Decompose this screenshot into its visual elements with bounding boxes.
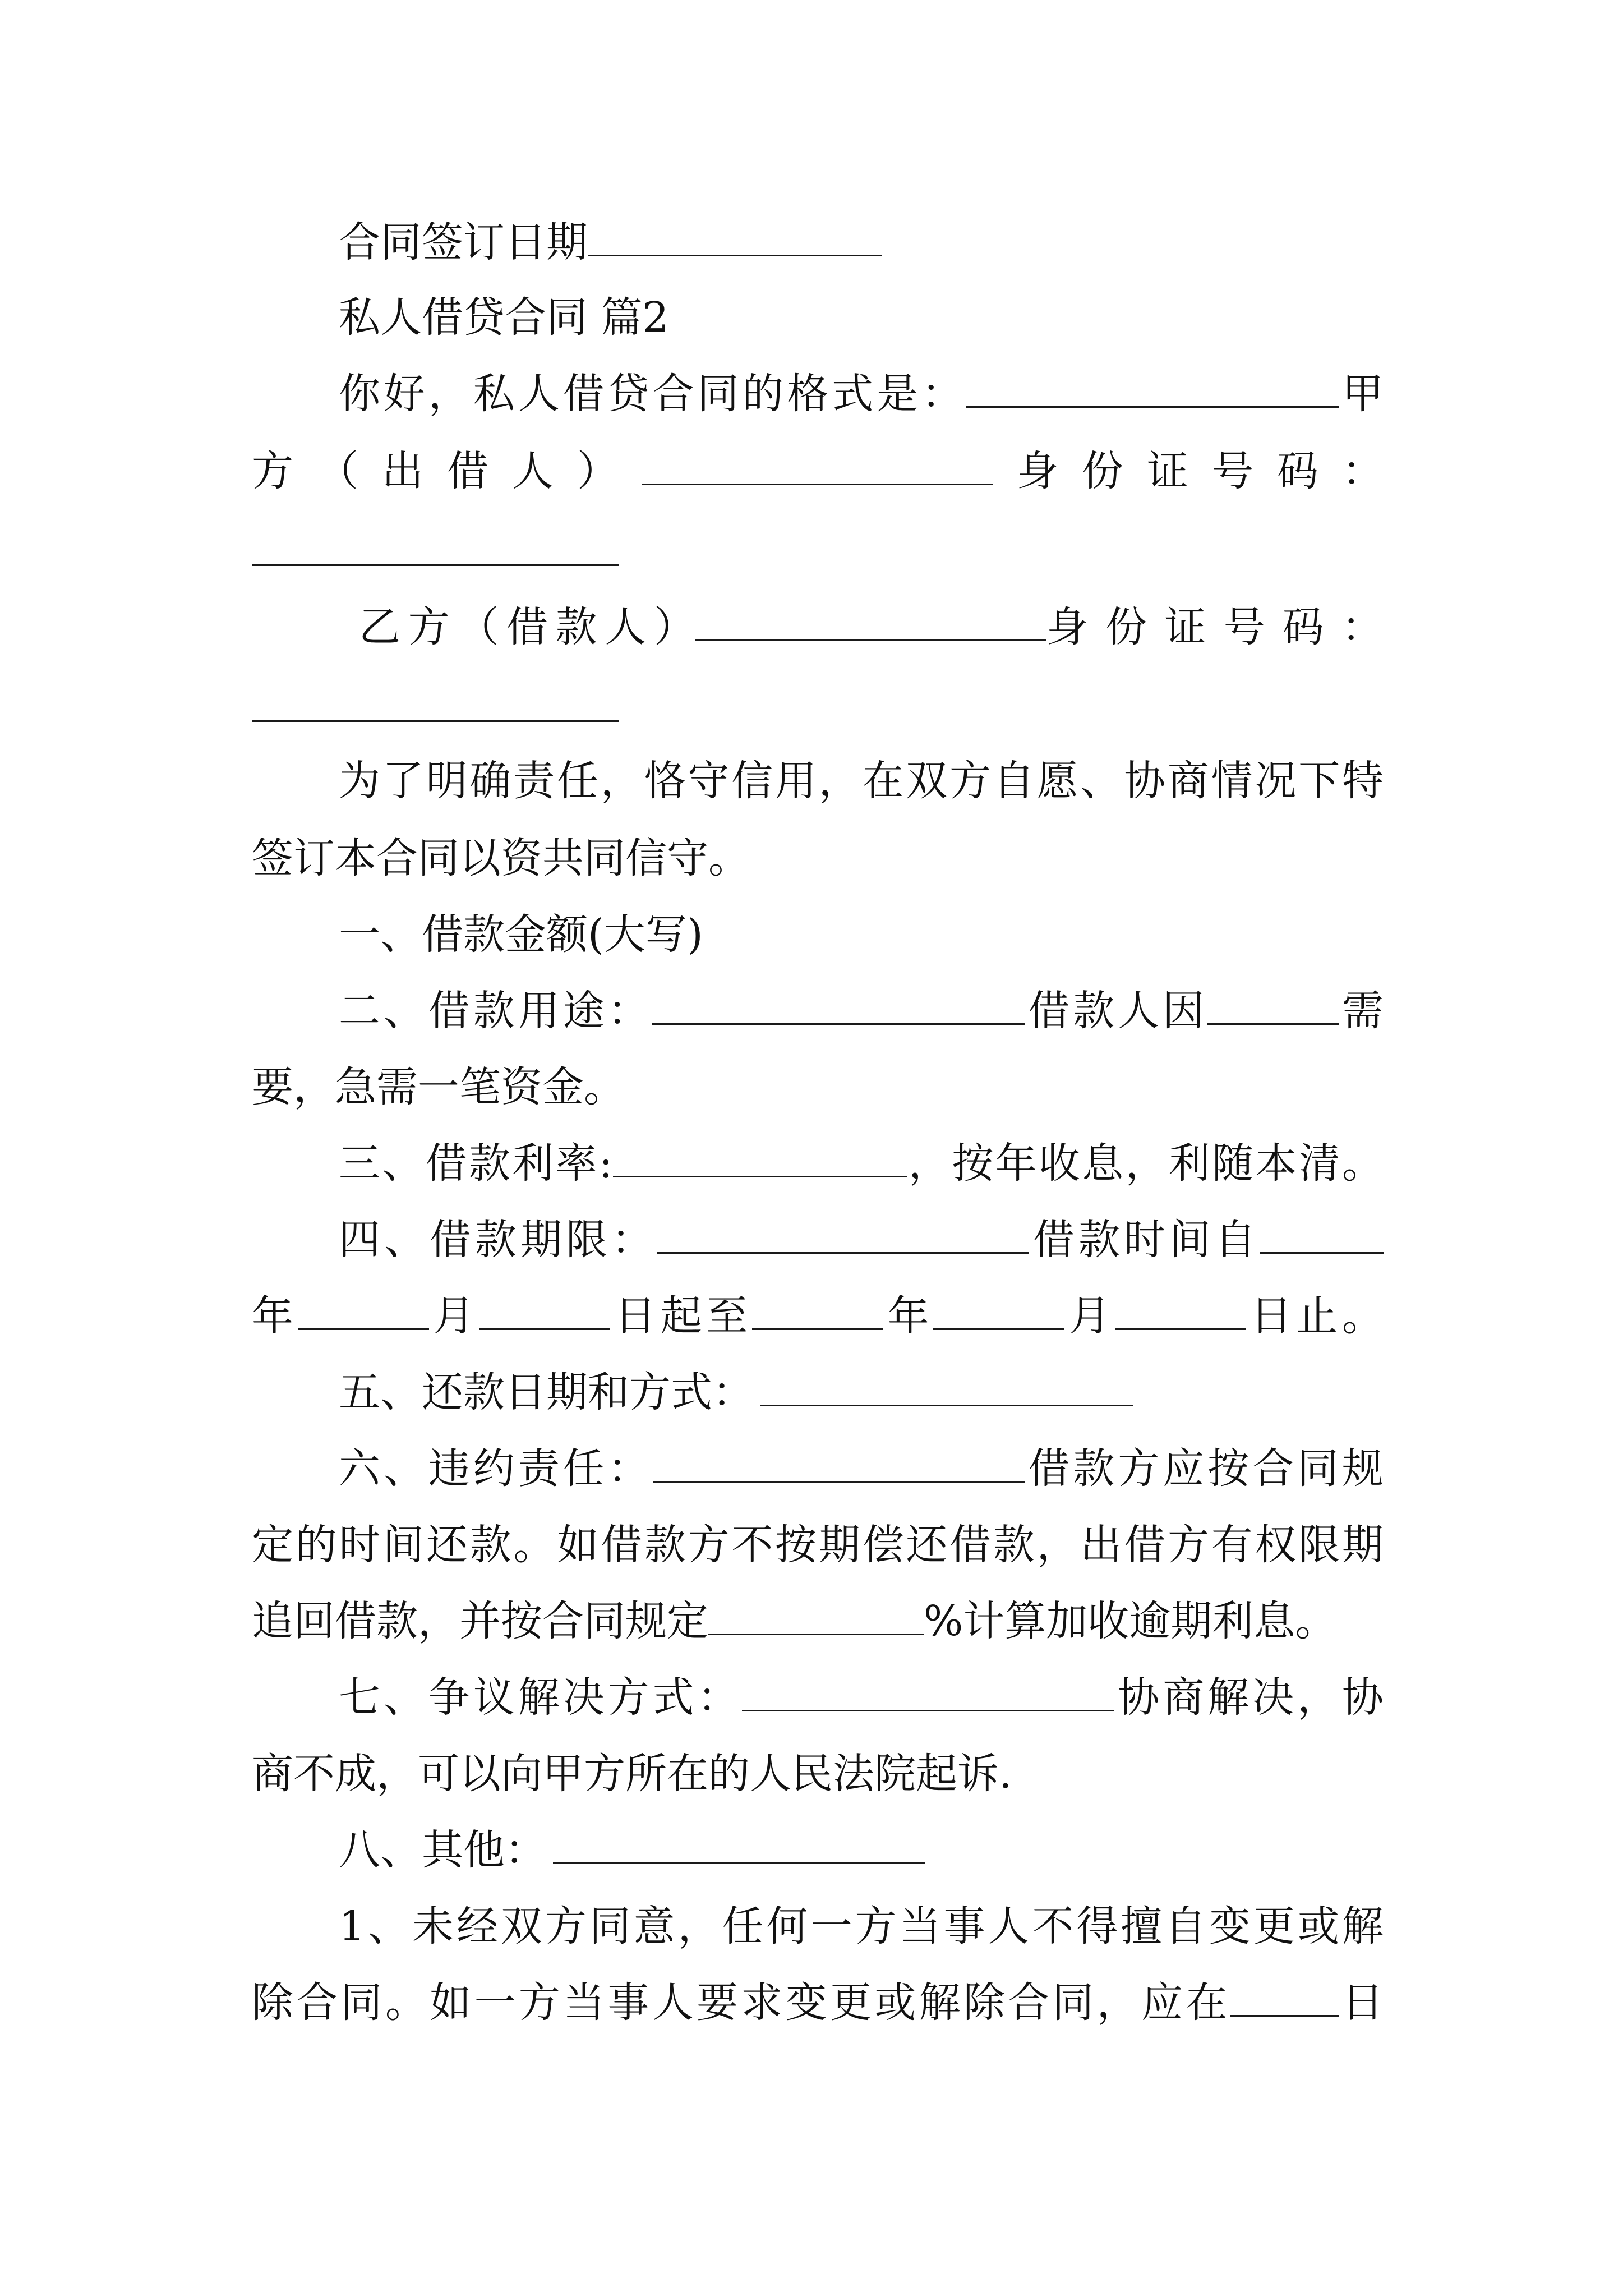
party-b-label: 乙方（借款人）	[359, 603, 695, 651]
purpose-text-2: 签订本合同以资共同信守。	[252, 834, 750, 882]
intro-line	[339, 360, 1384, 427]
sub-1-line-1	[339, 1893, 1384, 1960]
item-2-cont-line	[252, 1053, 1384, 1121]
item-6-cont-2b: %计算加收逾期利息。	[924, 1597, 1337, 1645]
item-4-line	[339, 1206, 1384, 1273]
party-a-line	[252, 438, 1384, 505]
item-2-label: 二、借款用途：	[339, 987, 653, 1035]
item-3-line	[339, 1130, 1384, 1197]
party-a-id-label: 身份证号码：	[993, 447, 1384, 495]
month-label: 月	[428, 1292, 479, 1340]
item-1-text: 一、借款金额(大写)	[339, 910, 703, 959]
section-heading	[339, 284, 1384, 351]
sign-date-label: 合同签订日期	[339, 218, 588, 266]
item-2-cont: 要，急需一笔资金。	[252, 1063, 625, 1111]
item-4-mid: 借款时间自	[1029, 1216, 1260, 1264]
item-5-line	[339, 1359, 1384, 1426]
purpose-line-2	[252, 825, 1384, 892]
year-label: 年	[252, 1292, 298, 1340]
party-b-id-label: 身份证号码：	[1046, 603, 1383, 651]
end-year-blank	[752, 1289, 883, 1330]
intro-blank	[966, 367, 1339, 408]
item-8-blank	[553, 1823, 925, 1864]
party-b-line	[359, 593, 1384, 661]
party-a-name-blank	[642, 444, 993, 485]
sign-date-line	[339, 209, 1384, 276]
item-2-tail: 需	[1339, 987, 1384, 1035]
sub-1-days-blank	[1230, 1976, 1339, 2017]
item-2-purpose-blank	[652, 984, 1025, 1025]
party-b-name-blank	[695, 600, 1046, 641]
item-6-cont-2a: 追回借款，并按合同规定	[252, 1597, 708, 1645]
purpose-text-1: 为了明确责任，恪守信用，在双方自愿、协商情况下特	[339, 757, 1384, 805]
item-6-cont-1: 定的时间还款。如借款方不按期偿还借款，出借方有权限期	[252, 1521, 1384, 1569]
item-6-cont-line-1	[252, 1511, 1384, 1579]
item-7-label: 七、争议解决方式：	[339, 1673, 743, 1722]
day-from-label: 日起至	[610, 1292, 753, 1340]
sub-1-text-1: 1、未经双方同意，任何一方当事人不得擅自变更或解	[339, 1902, 1384, 1950]
purpose-line-1	[339, 747, 1384, 815]
item-1-line	[339, 901, 1384, 968]
item-4-dates-line	[252, 1282, 1384, 1350]
sub-1-line-2	[252, 1969, 1384, 2036]
item-4-term-blank	[657, 1213, 1029, 1254]
item-3-label: 三、借款利率:	[339, 1139, 613, 1188]
start-day-blank	[479, 1289, 610, 1330]
item-6-tail: 借款方应按合同规	[1025, 1444, 1384, 1493]
party-a-id-blank	[252, 564, 619, 566]
item-2-reason-blank	[1207, 984, 1339, 1025]
item-8-line	[339, 1816, 1384, 1884]
sign-date-blank	[588, 215, 882, 256]
item-7-cont: 商不成，可以向甲方所在的人民法院起诉.	[252, 1750, 1012, 1798]
item-6-label: 六、违约责任：	[339, 1444, 653, 1493]
section-heading-text: 私人借贷合同 篇2	[339, 293, 669, 342]
sub-1-text-2a: 除合同。如一方当事人要求变更或解除合同，应在	[252, 1978, 1230, 2027]
end-month-blank	[933, 1289, 1064, 1330]
item-3-rate-blank	[613, 1137, 907, 1177]
start-month-blank	[298, 1289, 429, 1330]
item-2-line	[339, 977, 1384, 1045]
sub-1-text-2b: 日	[1339, 1978, 1384, 2027]
item-7-blank	[742, 1671, 1114, 1711]
party-b-id-blank	[252, 720, 619, 722]
item-4-label: 四、借款期限：	[339, 1216, 657, 1264]
item-6-percent-blank	[708, 1594, 924, 1635]
item-2-mid: 借款人因	[1025, 987, 1208, 1035]
end-month-label: 月	[1064, 1292, 1115, 1340]
item-7-tail: 协商解决，协	[1114, 1673, 1384, 1722]
item-4-start-year-blank	[1260, 1213, 1384, 1254]
day-end-label: 日止。	[1246, 1292, 1384, 1340]
item-5-label: 五、还款日期和方式：	[339, 1368, 754, 1416]
item-5-blank	[760, 1365, 1133, 1406]
item-6-cont-line-2	[252, 1588, 1384, 1655]
party-a-label: 方（出借人）	[252, 447, 642, 495]
end-day-blank	[1115, 1289, 1246, 1330]
item-7-line	[339, 1664, 1384, 1731]
end-year-label: 年	[883, 1292, 934, 1340]
item-7-cont-line	[252, 1740, 1384, 1807]
item-6-blank	[653, 1442, 1025, 1483]
item-6-line	[339, 1435, 1384, 1502]
intro-tail: 甲	[1339, 370, 1384, 418]
item-8-label: 八、其他：	[339, 1826, 546, 1874]
intro-text: 你好，私人借贷合同的格式是：	[339, 370, 967, 418]
item-3-tail: ，按年收息，利随本清。	[906, 1139, 1384, 1188]
